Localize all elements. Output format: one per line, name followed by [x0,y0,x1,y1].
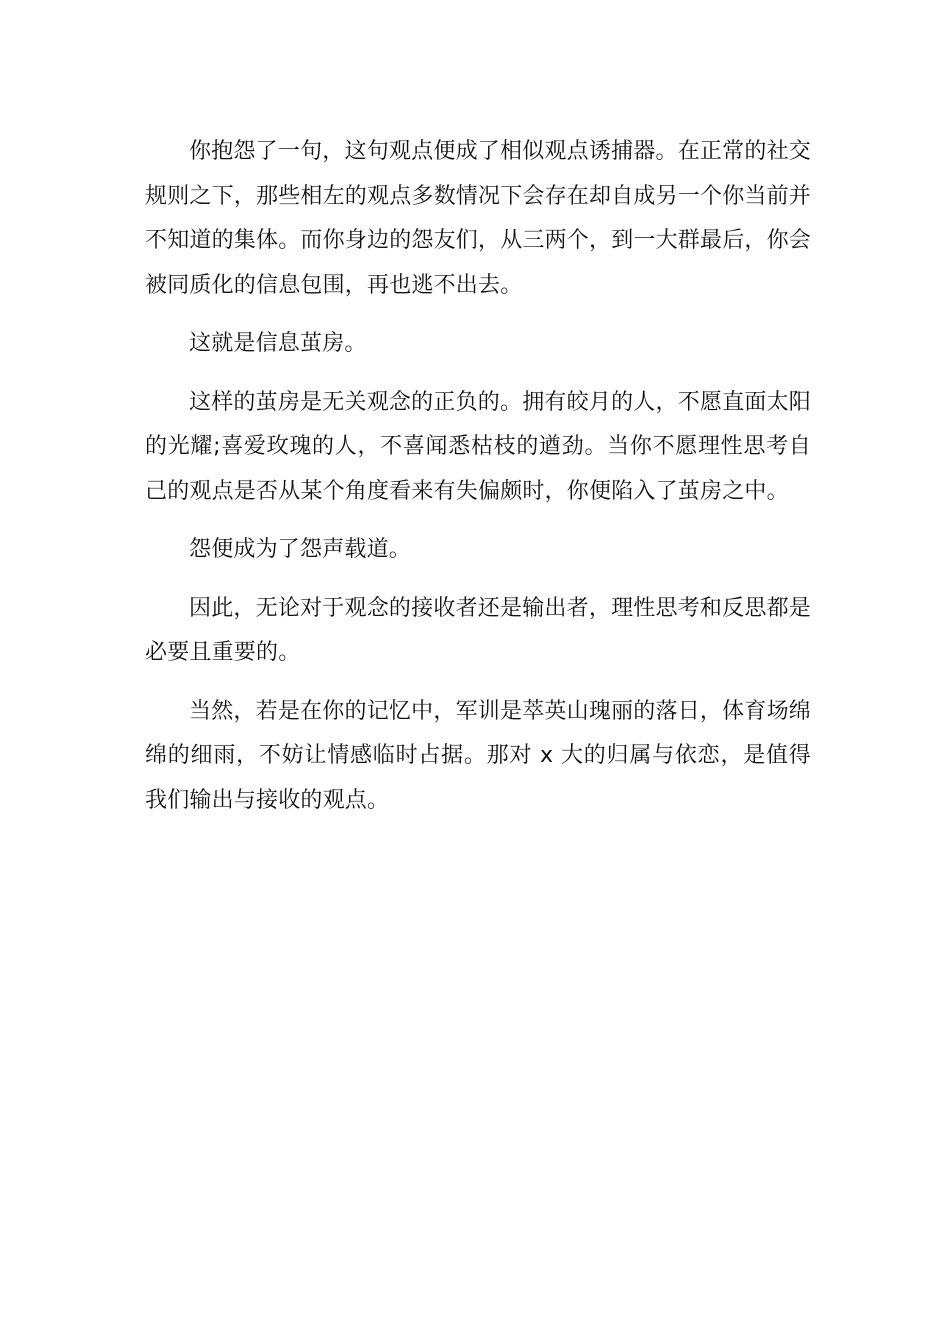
paragraph-1: 你抱怨了一句，这句观点便成了相似观点诱捕器。在正常的社交规则之下，那些相左的观点多数情况下会存在却自成另一个你当前并不知道的集体。而你身边的怨友们，从三两个，到一大群最后，你会被同质化的信息包围，再也逃不出去。 [145,139,812,298]
paragraph-6: 当然，若是在你的记忆中，军训是萃英山瑰丽的落日，体育场绵绵的细雨，不妨让情感临时占据。那对 x 大的归属与依恋，是值得我们输出与接收的观点。 [145,698,811,813]
paragraph-4: 怨便成为了怨声载道。 [189,537,412,562]
paragraph-3: 这样的茧房是无关观念的正负的。拥有皎月的人，不愿直面太阳的光耀;喜爱玫瑰的人，不喜闻悉枯枝的遒劲。当你不愿理性思考自己的观点是否从某个角度看来有失偏颇时，你便陷入了茧房之中。 [145,389,811,504]
document-body [145,130,811,837]
paragraph-5: 因此，无论对于观念的接收者还是输出者，理性思考和反思都是必要且重要的。 [145,595,811,665]
paragraph-2: 这就是信息茧房。 [189,331,367,356]
